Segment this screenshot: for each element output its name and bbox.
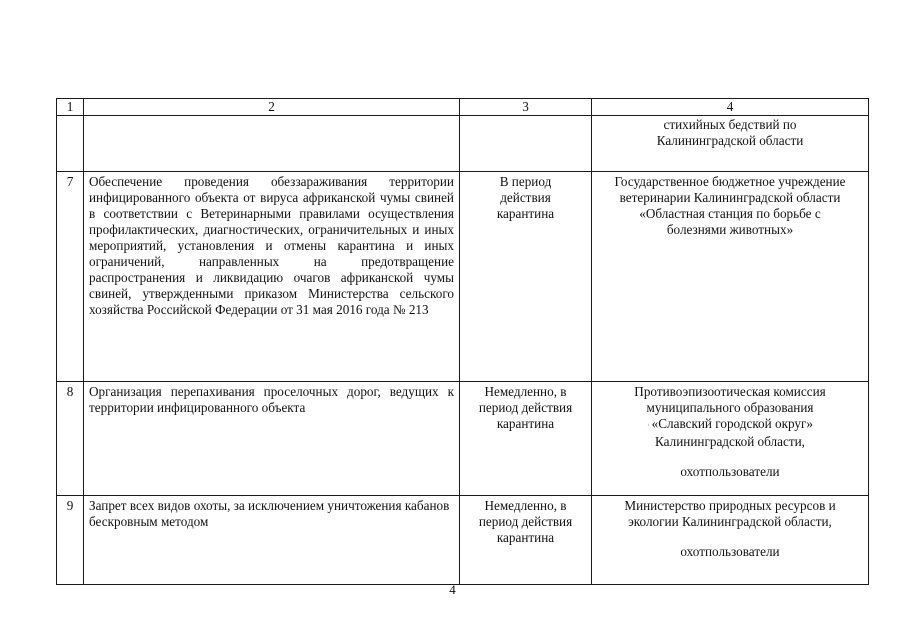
responsible-line: Калининградской области [656,133,804,148]
responsible-line: экологии Калининградской области, [628,514,832,529]
responsible-extra: охотпользователи [680,464,780,479]
row-number-cell [57,116,84,172]
responsible-cell [592,496,869,585]
measure-text: Обеспечение проведения обеззараживания территории инфицированного объекта от вируса африканской чумы свиней в соответствии с Ветеринарными правилами осуществления профилактических, диагностических, ограничительных и иных мероприятий, установления и отмены карантина и иных ограничений, направленных на предотвращение распространения и ликвидацию очагов африканской чумы свиней, утвержденными приказом Министерства сельского хозяйства Российской Федерации от 31 мая 2016 года № 213 [84,172,460,382]
header-col-4: 4 [592,99,869,116]
table-row-9 [57,496,869,585]
spacer [597,450,863,464]
responsible-line: ветеринарии Калининградской области [619,190,841,205]
responsible-extra: охотпользователи [680,544,780,559]
measures-table [56,98,869,585]
scan-speck-icon: · [646,421,650,430]
row-number: 8 [57,382,84,496]
period-line: Немедленно, в [484,498,567,513]
responsible-line: Государственное бюджетное учреждение [614,174,846,189]
period-line: Немедленно, в [484,384,567,399]
responsible-line: Калининградской области, [655,434,805,449]
header-col-2: 2 [84,99,460,116]
period-line: действия [500,190,551,205]
period-cell [460,172,592,382]
measure-text: Организация перепахивания проселочных дорог, ведущих к территории инфицированного объекта [84,382,460,496]
responsible-cell [592,172,869,382]
period-cell [460,382,592,496]
row-number: 7 [57,172,84,382]
period-line: В период [499,174,552,189]
responsible-cell [592,116,869,172]
responsible-line: Противоэпизоотическая комиссия [634,384,826,399]
period-cell [460,116,592,172]
responsible-line: болезнями животных» [666,222,794,237]
period-cell [460,496,592,585]
period-line: период действия [478,400,573,415]
period-line: карантина [496,416,555,431]
responsible-cell [592,382,869,496]
measure-text: Запрет всех видов охоты, за исключением уничтожения кабанов бескровным методом [84,496,460,585]
table-row-continuation [57,116,869,172]
period-line: карантина [496,530,555,545]
spacer [597,530,863,544]
row-number: 9 [57,496,84,585]
page-number: 4 [449,582,456,597]
responsible-line: «Славский городской округ» [651,416,814,431]
responsible-line: Министерство природных ресурсов и [624,498,836,513]
period-line: карантина [496,206,555,221]
period-line: период действия [478,514,573,529]
measure-cell [84,116,460,172]
responsible-line: муниципального образования [646,400,814,415]
table-header-row [57,99,869,116]
header-col-3: 3 [460,99,592,116]
table-row-8 [57,382,869,496]
header-col-1: 1 [57,99,84,116]
table-row-7 [57,172,869,382]
responsible-line: «Областная станция по борьбе с [639,206,821,221]
responsible-line: стихийных бедствий по [663,117,797,132]
